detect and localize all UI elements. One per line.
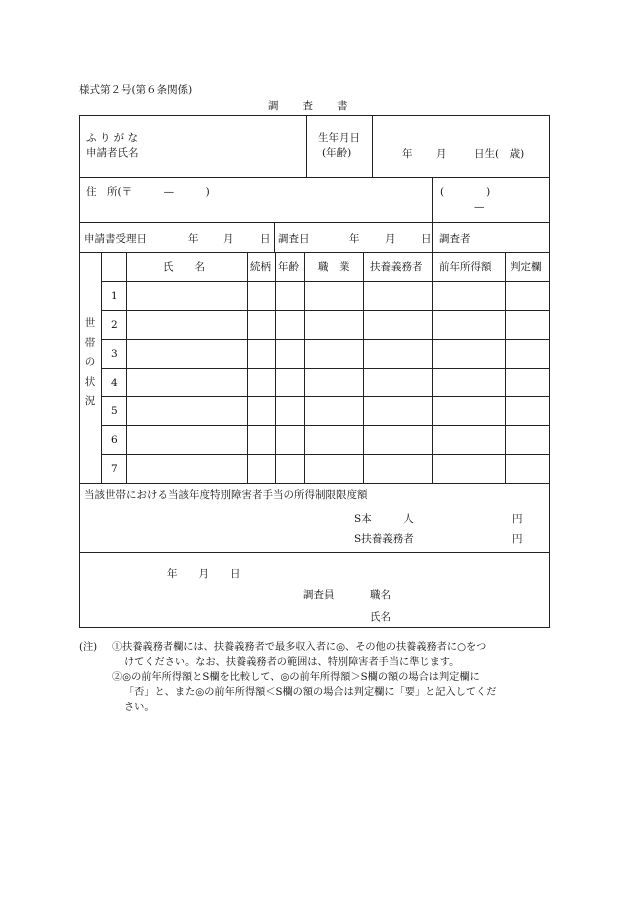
signature-date: 年 月 日 <box>167 568 241 580</box>
header-dependent: 扶養義務者 <box>370 261 423 273</box>
limit-self-unit: 円 <box>512 513 523 525</box>
phone-area-code: ( ) <box>440 186 491 198</box>
household-status-label: 世 帯 の 状 況 <box>84 317 96 407</box>
header-name: 氏 名 <box>163 261 205 273</box>
signature-name-label: 氏名 <box>370 611 391 623</box>
limit-self-label: S本 人 <box>354 513 414 525</box>
note-item1-line2: けてください。なお、扶養義務者の範囲は、特別障害者手当に準じます。 <box>124 657 460 668</box>
survey-day-label: 日 <box>421 233 432 245</box>
note-item2-line1: ②◎の前年所得額とS欄を比較して、◎の前年所得額＞S欄の額の場合は判定欄に <box>112 672 480 683</box>
header-prev-income: 前年所得額 <box>439 261 492 273</box>
row-number: 1 <box>111 290 118 302</box>
surveyor-label: 調査者 <box>439 233 471 245</box>
notes-prefix: (注) <box>79 642 98 653</box>
survey-date-label: 調査日 <box>278 233 310 245</box>
birth-year-label: 年 <box>402 148 413 160</box>
birth-day-age-label: 日生( 歳) <box>474 148 525 160</box>
header-relation: 続柄 <box>250 261 271 273</box>
limit-dependent-unit: 円 <box>512 533 523 545</box>
note-item1-line1: ①扶養義務者欄には、扶養義務者で最多収入者に◎、その他の扶養義務者に○をつ <box>112 642 487 653</box>
birth-month-label: 月 <box>436 148 447 160</box>
row-number: 3 <box>111 348 118 360</box>
furigana-label: ふ り が な <box>86 132 139 144</box>
row-number: 5 <box>111 405 118 417</box>
note-item2-line2: 「否」と、また◎の前年所得額＜S欄の額の場合は判定欄に「要」と記入してくだ <box>124 687 497 698</box>
received-date-label: 申請書受理日 <box>84 233 147 245</box>
form-number: 様式第２号(第６条関係) <box>79 84 193 96</box>
phone-dash: — <box>474 201 485 213</box>
header-occupation: 職 業 <box>318 261 350 273</box>
age-label: (年齢) <box>322 147 352 159</box>
header-age: 年齢 <box>278 261 299 273</box>
birthdate-label: 生年月日 <box>318 132 360 144</box>
address-label: 住 所(〒 — ) <box>86 186 210 198</box>
row-number: 4 <box>111 377 118 389</box>
signature-surveyor-label: 調査員 <box>303 589 335 601</box>
signature-position-label: 職名 <box>370 589 391 601</box>
header-judgment: 判定欄 <box>510 261 542 273</box>
survey-month-label: 月 <box>385 233 396 245</box>
note-item2-line3: さい。 <box>124 702 155 713</box>
row-number: 2 <box>111 319 118 331</box>
notes-block <box>112 640 592 715</box>
received-year-label: 年 <box>188 233 199 245</box>
received-day-label: 日 <box>260 233 271 245</box>
page-title: 調 査 書 <box>268 100 349 112</box>
row-number: 6 <box>111 434 118 446</box>
row-number: 7 <box>111 463 118 475</box>
received-month-label: 月 <box>223 233 234 245</box>
survey-form-table <box>79 115 550 628</box>
applicant-name-label: 申請者氏名 <box>86 147 139 159</box>
limit-dependent-label: S扶養義務者 <box>354 533 414 545</box>
survey-year-label: 年 <box>349 233 360 245</box>
income-limit-heading: 当該世帯における当該年度特別障害者手当の所得制限限度額 <box>84 489 368 501</box>
